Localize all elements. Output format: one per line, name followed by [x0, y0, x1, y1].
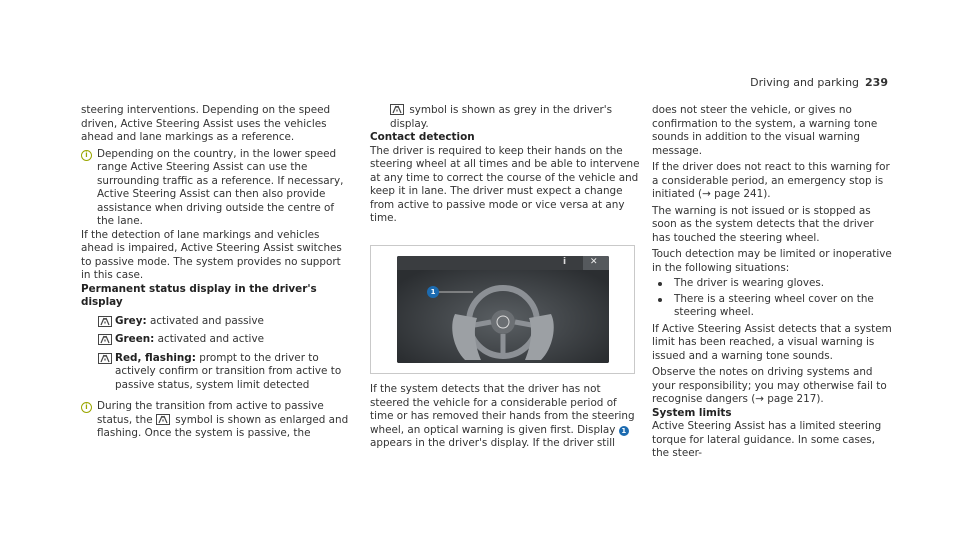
status-text: activated and active [157, 333, 264, 345]
callout-number: 1 [619, 426, 629, 436]
steering-assist-icon [156, 414, 170, 425]
list-item-text: There is a steering wheel cover on the steering wheel. [674, 292, 874, 318]
paragraph: steering interventions. Depending on the speed driven, Active Steering Assist uses the vehicles ahead and lane markings as a reference. [81, 104, 331, 143]
paragraph: Observe the notes on driving systems and your responsibility; you may otherwise fail to recognise dangers (→ page 217). [652, 366, 887, 405]
info-note-icon: i [81, 402, 92, 413]
column-middle-lower [370, 383, 640, 451]
section-heading: Permanent status display in the driver's display [81, 282, 317, 308]
note-text: Depending on the country, in the lower speed range Active Steering Assist can use the surrounding traffic as a reference. If necessary, Active Steering Assist can then also provide assistance when driving outside the centre of the lane. [97, 147, 344, 227]
paragraph-text: If the system detects that the driver has not steered the vehicle for a considerable period of time or has removed their hands from the steering wheel, an optical warning is given first. Display [370, 383, 635, 436]
status-text: prompt to the driver to actively confirm or transition from active to passive status, system limit detected [115, 351, 342, 391]
bullet-icon [658, 298, 662, 302]
status-label: Red, flashing: [115, 351, 196, 364]
column-left [81, 104, 351, 441]
note [81, 400, 351, 441]
figure-contact-detection [370, 245, 635, 374]
close-icon[interactable]: ✕ [590, 257, 598, 267]
page-header [750, 76, 888, 89]
status-text: activated and passive [149, 314, 264, 327]
section-heading: Contact detection [370, 131, 475, 143]
display-screen [397, 256, 609, 363]
list-item-text: The driver is wearing gloves. [674, 277, 825, 289]
list-item [652, 277, 894, 291]
status-label: Green: [115, 333, 155, 345]
info-note-icon: i [81, 150, 92, 161]
paragraph: If the detection of lane markings and vehicles ahead is impaired, Active Steering Assist switches to passive mode. The system provides no support in this case. [81, 228, 342, 281]
callout-number: 1 [430, 288, 436, 296]
paragraph-text: appears in the driver's display. If the driver still [370, 437, 615, 449]
paragraph: Active Steering Assist has a limited steering torque for lateral guidance. In some cases, the steer- [652, 420, 882, 459]
steering-wheel-illustration [397, 256, 609, 363]
paragraph: does not steer the vehicle, or gives no confirmation to the system, a warning tone sounds in addition to the visual warning message. [652, 104, 878, 157]
status-label: Grey: [115, 314, 147, 327]
paragraph: Touch detection may be limited or inoperative in the following situations: [652, 248, 892, 274]
paragraph: The warning is not issued or is stopped as soon as the system detects that the driver has touched the steering wheel. [652, 204, 874, 244]
steering-assist-icon [98, 353, 112, 364]
list-item [652, 293, 894, 320]
status-row-red [81, 352, 351, 393]
paragraph [370, 383, 640, 451]
paragraph: The driver is required to keep their hands on the steering wheel at all times and be able to intervene at any time to correct the course of the vehicle and keep it in lane. The driver must expect a change from active to passive mode or vice versa at any time. [370, 144, 640, 224]
section-title: Driving and parking [750, 76, 860, 89]
status-row-green [81, 333, 351, 347]
section-heading: System limits [652, 406, 732, 419]
note [81, 148, 351, 229]
paragraph [370, 104, 640, 131]
column-middle [370, 104, 640, 226]
paragraph: If the driver does not react to this warning for a considerable period, an emergency stop is initiated (→ page 241). [652, 161, 890, 200]
page-number: 239 [865, 76, 888, 89]
paragraph: If Active Steering Assist detects that a system limit has been reached, a visual warning is issued and a warning tone sounds. [652, 322, 892, 362]
steering-assist-icon [390, 104, 404, 115]
steering-assist-icon [98, 316, 112, 327]
note-text: During the transition from active to passive status, the [97, 400, 324, 426]
info-icon[interactable]: i [563, 257, 567, 267]
note-text: symbol is shown as enlarged and flashing. Once the system is passive, the [97, 413, 349, 439]
status-row-grey [81, 315, 351, 329]
bullet-icon [658, 282, 662, 286]
steering-assist-icon [98, 334, 112, 345]
column-right [652, 104, 894, 461]
paragraph-text: symbol is shown as grey in the driver's display. [390, 104, 613, 130]
